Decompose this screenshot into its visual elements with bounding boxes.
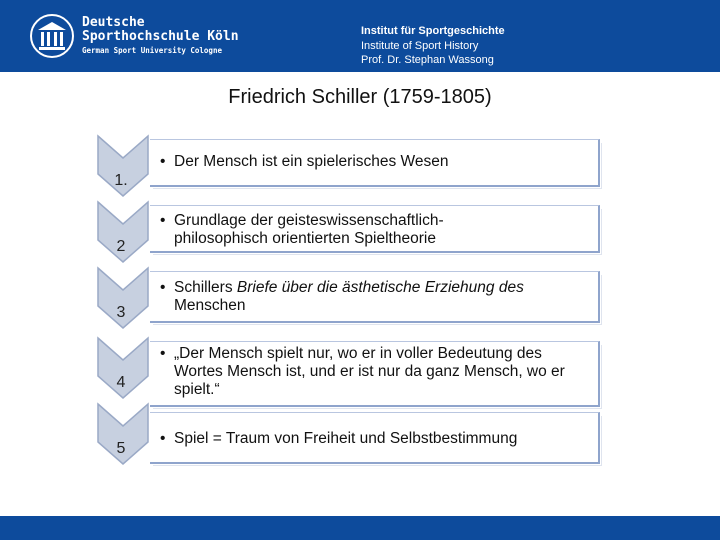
step-2-text: Grundlage der geisteswissenschaftlich-philosophisch orientierten Spieltheorie xyxy=(174,212,444,247)
step-number: 4 xyxy=(116,374,126,391)
bullet-dot: • xyxy=(160,345,166,362)
university-name-line2: Sporthochschule Köln xyxy=(82,29,239,44)
professor-name: Prof. Dr. Stephan Wassong xyxy=(361,54,494,66)
step-3-text-plain: Schillers xyxy=(174,279,237,296)
step-3-chevron xyxy=(96,266,152,330)
university-name-english: German Sport University Cologne xyxy=(82,46,222,55)
bullet-dot: • xyxy=(160,279,166,296)
step-number: 5 xyxy=(116,440,126,457)
institute-info xyxy=(361,24,505,68)
institute-name-german: Institut für Sportgeschichte xyxy=(361,25,505,37)
step-number: 3 xyxy=(116,304,126,321)
bullet-dot: • xyxy=(160,430,166,447)
step-5-text: Spiel = Traum von Freiheit und Selbstbestimmung xyxy=(174,430,518,447)
footer-bar xyxy=(0,516,720,540)
step-number: 2 xyxy=(116,238,126,255)
step-2-chevron xyxy=(96,200,152,264)
slide-title: Friedrich Schiller (1759-1805) xyxy=(228,86,492,108)
bullet-dot: • xyxy=(160,212,166,229)
university-name-line1: Deutsche xyxy=(82,15,145,30)
header-bar xyxy=(0,0,720,72)
step-4-text: „Der Mensch spielt nur, wo er in voller Bedeutung des Wortes Mensch ist, und er ist nur da ganz Mensch, wo er spielt.“ xyxy=(174,345,565,398)
step-3-text xyxy=(174,279,589,315)
step-1-text: Der Mensch ist ein spielerisches Wesen xyxy=(174,153,449,170)
step-3-text-italic: Briefe über die ästhetische Erziehung des xyxy=(236,279,524,296)
step-4-chevron xyxy=(96,336,152,400)
step-5-chevron xyxy=(96,402,152,466)
institute-name-english: Institute of Sport History xyxy=(361,39,479,52)
step-3-text-end: Menschen xyxy=(174,297,246,314)
university-logo[interactable] xyxy=(30,14,239,58)
university-building-icon xyxy=(30,14,74,58)
step-1-chevron xyxy=(96,134,152,198)
bullet-dot: • xyxy=(160,153,166,170)
step-number: 1. xyxy=(114,172,128,189)
